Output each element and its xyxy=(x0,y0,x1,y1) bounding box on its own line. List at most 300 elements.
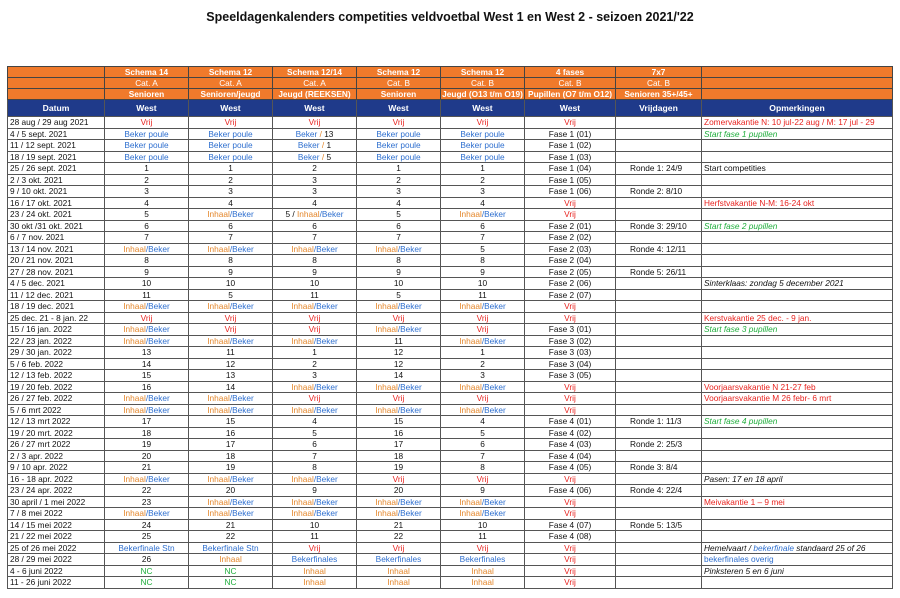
cell-text: 3 xyxy=(396,186,401,196)
cell-text: Inhaal xyxy=(387,577,410,587)
remark-cell xyxy=(702,324,893,336)
cell-text: /Beker xyxy=(145,508,170,518)
table-row xyxy=(8,128,893,140)
header-row-schema xyxy=(8,67,893,78)
cell-text: 15 xyxy=(225,416,236,426)
cell-text: Inhaal xyxy=(123,301,146,311)
schedule-cell xyxy=(273,289,357,301)
table-row xyxy=(8,347,893,359)
schedule-cell xyxy=(273,485,357,497)
cell-text: Inhaal xyxy=(375,496,398,507)
header-cat-cell xyxy=(8,78,105,89)
remark-cell xyxy=(702,174,893,186)
schedule-cell xyxy=(105,508,189,520)
header-group-cell: Jeugd (REEKSEN) xyxy=(273,89,357,100)
schedule-cell xyxy=(525,565,616,577)
schedule-cell xyxy=(189,554,273,566)
schedule-cell xyxy=(189,404,273,416)
schedule-cell xyxy=(357,496,441,508)
cell-text: / xyxy=(317,128,325,139)
remark-cell xyxy=(702,473,893,485)
cell-text: Inhaal xyxy=(296,209,320,219)
cell-text: Inhaal xyxy=(375,381,398,392)
date-cell: 27 / 28 nov. 2021 xyxy=(8,266,105,278)
cell-text: 7 xyxy=(144,232,149,242)
friday-cell xyxy=(616,174,702,186)
header-group-cell: Senioren xyxy=(105,89,189,100)
cell-text: Vrij xyxy=(564,565,576,576)
cell-text: Vrij xyxy=(564,554,576,564)
cell-text: 8 xyxy=(312,255,317,265)
cell-text: 25 xyxy=(141,531,152,541)
schedule-cell xyxy=(189,151,273,163)
friday-cell xyxy=(616,450,702,462)
table-row xyxy=(8,496,893,508)
schedule-cell xyxy=(189,220,273,232)
column-header-row xyxy=(8,100,893,117)
schedule-cell xyxy=(189,174,273,186)
schedule-cell xyxy=(273,496,357,508)
table-row xyxy=(8,393,893,405)
cell-text: Beker poule xyxy=(376,128,421,139)
schedule-cell xyxy=(189,370,273,382)
column-header: West xyxy=(357,100,441,117)
cell-text: Vrij xyxy=(392,312,405,323)
cell-text: 19 xyxy=(225,462,236,472)
schedule-cell xyxy=(105,519,189,531)
schedule-cell xyxy=(441,266,525,278)
cell-text: /Beker xyxy=(481,508,506,518)
cell-text: Start fase 2 pupillen xyxy=(704,220,778,231)
cell-text: /Beker xyxy=(397,381,422,392)
cell-text: Fase 2 (01) xyxy=(548,220,592,231)
schedule-cell xyxy=(357,347,441,359)
cell-text: 6 xyxy=(144,220,149,231)
schedule-cell xyxy=(525,554,616,566)
cell-text: Inhaal xyxy=(291,496,314,507)
schedule-cell xyxy=(189,278,273,290)
schedule-cell xyxy=(273,128,357,140)
schedule-cell xyxy=(105,289,189,301)
header-cat-cell: Cat. A xyxy=(105,78,189,89)
cell-text: Vrij xyxy=(392,117,405,127)
cell-text: Pasen: 17 en 18 april xyxy=(704,473,783,484)
cell-text: 10 xyxy=(477,278,488,288)
schedule-cell xyxy=(441,140,525,152)
cell-text: 4 xyxy=(312,197,317,208)
schedule-cell xyxy=(357,335,441,347)
friday-cell xyxy=(616,128,702,140)
schedule-cell xyxy=(357,232,441,244)
cell-text: /Beker xyxy=(313,508,338,518)
calendar-body xyxy=(8,67,893,589)
schedule-cell xyxy=(273,255,357,267)
table-row xyxy=(8,117,893,129)
schedule-cell xyxy=(441,301,525,313)
cell-text: 5 xyxy=(396,209,401,219)
date-cell: 4 - 6 juni 2022 xyxy=(8,565,105,577)
remark-cell xyxy=(702,370,893,382)
friday-cell xyxy=(616,347,702,359)
cell-text: Vrij xyxy=(476,542,489,553)
cell-text: 7 xyxy=(396,232,401,242)
cell-text: Vrij xyxy=(476,393,489,403)
cell-text: 18 xyxy=(393,450,404,461)
cell-text: 3 xyxy=(228,186,233,196)
cell-text: Inhaal xyxy=(123,243,146,254)
table-row xyxy=(8,519,893,531)
cell-text: 7 xyxy=(480,450,485,461)
schedule-cell xyxy=(189,565,273,577)
remark-cell xyxy=(702,531,893,543)
schedule-cell xyxy=(357,462,441,474)
cell-text: Vrij xyxy=(476,324,489,334)
schedule-cell xyxy=(105,220,189,232)
schedule-cell xyxy=(105,266,189,278)
schedule-cell xyxy=(273,370,357,382)
schedule-cell xyxy=(441,324,525,336)
cell-text: Inhaal xyxy=(291,404,314,415)
cell-text: Inhaal xyxy=(207,335,230,346)
cell-text: /Beker xyxy=(313,301,338,311)
cell-text: 14 xyxy=(225,381,236,392)
cell-text: Inhaal xyxy=(291,381,314,392)
schedule-cell xyxy=(105,140,189,152)
schedule-cell xyxy=(189,519,273,531)
cell-text: 4 xyxy=(480,416,485,426)
schedule-cell xyxy=(441,243,525,255)
cell-text: Start fase 4 pupillen xyxy=(704,416,778,426)
header-schema-cell: 4 fases xyxy=(525,67,616,78)
schedule-cell xyxy=(105,416,189,428)
schedule-cell xyxy=(105,439,189,451)
friday-cell xyxy=(616,255,702,267)
cell-text: Vrij xyxy=(308,542,321,553)
cell-text: Fase 3 (03) xyxy=(548,347,592,357)
cell-text: /Beker xyxy=(313,496,338,507)
schedule-cell xyxy=(357,508,441,520)
cell-text: / xyxy=(319,140,327,150)
cell-text: 21 xyxy=(141,462,152,472)
friday-cell xyxy=(616,289,702,301)
date-cell: 25 / 26 sept. 2021 xyxy=(8,163,105,175)
cell-text: Fase 3 (02) xyxy=(548,335,592,346)
friday-cell xyxy=(616,393,702,405)
remark-cell xyxy=(702,393,893,405)
cell-text: /Beker xyxy=(145,243,170,254)
cell-text: /Beker xyxy=(145,324,170,334)
cell-text: 5 xyxy=(396,289,401,300)
schedule-cell xyxy=(105,301,189,313)
remark-cell xyxy=(702,381,893,393)
friday-cell xyxy=(616,324,702,336)
schedule-cell xyxy=(273,151,357,163)
schedule-cell xyxy=(357,266,441,278)
cell-text: /Beker xyxy=(481,209,506,219)
schedule-cell xyxy=(441,565,525,577)
remark-cell xyxy=(702,450,893,462)
cell-text: Fase 3 (04) xyxy=(548,358,592,369)
date-cell: 2 / 3 apr. 2022 xyxy=(8,450,105,462)
schedule-cell xyxy=(441,163,525,175)
cell-text: Inhaal xyxy=(459,404,482,415)
friday-cell xyxy=(616,565,702,577)
schedule-cell xyxy=(273,462,357,474)
schedule-cell xyxy=(105,163,189,175)
schedule-cell xyxy=(441,358,525,370)
cell-text: 8 xyxy=(144,255,149,265)
schedule-cell xyxy=(441,335,525,347)
cell-text: bekerfinale xyxy=(753,542,794,553)
schedule-cell xyxy=(441,151,525,163)
schedule-cell xyxy=(189,266,273,278)
schedule-cell xyxy=(525,508,616,520)
remark-cell xyxy=(702,542,893,554)
date-cell: 25 of 26 mei 2022 xyxy=(8,542,105,554)
remark-cell xyxy=(702,243,893,255)
header-schema-cell: Schema 14 xyxy=(105,67,189,78)
schedule-cell xyxy=(441,312,525,324)
remark-cell xyxy=(702,485,893,497)
cell-text: Inhaal xyxy=(459,301,482,311)
cell-text: Fase 4 (07) xyxy=(548,519,592,530)
table-row xyxy=(8,243,893,255)
schedule-cell xyxy=(189,197,273,209)
schedule-cell xyxy=(525,358,616,370)
cell-text: 5 xyxy=(312,427,317,438)
remark-cell xyxy=(702,577,893,589)
schedule-cell xyxy=(525,381,616,393)
schedule-cell xyxy=(105,358,189,370)
cell-text: 16 xyxy=(141,381,152,392)
schedule-cell xyxy=(273,542,357,554)
schedule-cell xyxy=(441,174,525,186)
table-row xyxy=(8,577,893,589)
remark-cell xyxy=(702,209,893,221)
cell-text: Voorjaarsvakantie M 26 febr- 6 mrt xyxy=(704,393,832,403)
schedule-cell xyxy=(357,312,441,324)
cell-text: 1 xyxy=(326,140,332,150)
remark-cell xyxy=(702,186,893,198)
schedule-cell xyxy=(273,508,357,520)
friday-cell xyxy=(616,370,702,382)
cell-text: 6 xyxy=(228,220,233,231)
cell-text: 7 xyxy=(480,232,485,242)
schedule-cell xyxy=(441,347,525,359)
cell-text: Inhaal xyxy=(291,335,314,346)
schedule-cell xyxy=(525,117,616,129)
cell-text: 6 xyxy=(312,220,317,231)
date-cell: 29 / 30 jan. 2022 xyxy=(8,347,105,359)
cell-text: Beker poule xyxy=(208,128,253,139)
date-cell: 23 / 24 okt. 2021 xyxy=(8,209,105,221)
cell-text: 3 xyxy=(312,174,317,185)
date-cell: 25 dec. 21 - 8 jan. 22 xyxy=(8,312,105,324)
schedule-cell xyxy=(441,496,525,508)
cell-text: NC xyxy=(224,577,237,587)
schedule-cell xyxy=(105,197,189,209)
cell-text: /Beker xyxy=(229,404,254,415)
schedule-cell xyxy=(105,232,189,244)
schedule-cell xyxy=(525,163,616,175)
cell-text: Inhaal xyxy=(459,381,482,392)
cell-text: Inhaal xyxy=(123,508,146,518)
cell-text: 23 xyxy=(141,496,152,507)
remark-cell xyxy=(702,404,893,416)
cell-text: 10 xyxy=(309,278,320,288)
cell-text: Fase 2 (04) xyxy=(548,255,592,265)
schedule-cell xyxy=(273,163,357,175)
table-row xyxy=(8,565,893,577)
cell-text: 3 xyxy=(144,186,149,196)
header-schema-cell xyxy=(8,67,105,78)
schedule-cell xyxy=(525,531,616,543)
schedule-cell xyxy=(357,370,441,382)
cell-text: Beker poule xyxy=(376,151,421,162)
schedule-cell xyxy=(273,416,357,428)
friday-cell xyxy=(616,404,702,416)
schedule-cell xyxy=(525,197,616,209)
cell-text: 14 xyxy=(141,358,152,369)
date-cell: 16 / 17 okt. 2021 xyxy=(8,197,105,209)
header-group-cell xyxy=(8,89,105,100)
schedule-cell xyxy=(441,393,525,405)
cell-text: Fase 1 (03) xyxy=(548,151,592,162)
schedule-cell xyxy=(441,462,525,474)
cell-text: Start fase 3 pupillen xyxy=(704,324,778,334)
table-row xyxy=(8,312,893,324)
friday-cell xyxy=(616,209,702,221)
table-row xyxy=(8,163,893,175)
schedule-cell xyxy=(525,174,616,186)
schedule-cell xyxy=(105,496,189,508)
cell-text: Beker xyxy=(297,140,320,150)
schedule-cell xyxy=(273,140,357,152)
cell-text: 5 xyxy=(326,151,332,162)
cell-text: Inhaal xyxy=(207,473,230,484)
schedule-cell xyxy=(273,266,357,278)
schedule-cell xyxy=(441,289,525,301)
cell-text: /Beker xyxy=(313,473,338,484)
header-group-cell: Senioren/jeugd xyxy=(189,89,273,100)
column-header: Datum xyxy=(8,100,105,117)
schedule-cell xyxy=(357,174,441,186)
cell-text: 14 xyxy=(393,370,404,380)
schedule-cell xyxy=(357,393,441,405)
column-header: West xyxy=(189,100,273,117)
cell-text: Vrij xyxy=(564,209,576,219)
cell-text: Vrij xyxy=(392,473,405,484)
cell-text: Inhaal xyxy=(291,473,314,484)
cell-text: Vrij xyxy=(564,404,576,415)
schedule-cell xyxy=(357,163,441,175)
cell-text: NC xyxy=(140,565,153,576)
schedule-cell xyxy=(525,473,616,485)
schedule-cell xyxy=(525,266,616,278)
schedule-cell xyxy=(273,312,357,324)
cell-text: 6 xyxy=(480,220,485,231)
cell-text: 1 xyxy=(312,347,317,357)
schedule-cell xyxy=(441,554,525,566)
cell-text: Vrij xyxy=(564,312,576,323)
schedule-cell xyxy=(273,174,357,186)
schedule-cell xyxy=(189,255,273,267)
remark-cell xyxy=(702,508,893,520)
table-row xyxy=(8,370,893,382)
remark-cell xyxy=(702,266,893,278)
schedule-cell xyxy=(441,450,525,462)
cell-text: Vrij xyxy=(308,312,321,323)
cell-text: 1 xyxy=(396,163,401,173)
cell-text: Inhaal xyxy=(375,508,398,518)
date-cell: 11 - 26 juni 2022 xyxy=(8,577,105,589)
schedule-cell xyxy=(525,232,616,244)
schedule-cell xyxy=(189,508,273,520)
table-row xyxy=(8,186,893,198)
schedule-cell xyxy=(105,427,189,439)
schedule-cell xyxy=(441,186,525,198)
schedule-cell xyxy=(105,186,189,198)
schedule-cell xyxy=(441,416,525,428)
cell-text: Beker xyxy=(295,128,318,139)
cell-text: Voorjaarsvakantie N 21-27 feb xyxy=(704,381,816,392)
date-cell: 20 / 21 nov. 2021 xyxy=(8,255,105,267)
cell-text: 2 xyxy=(480,358,485,369)
cell-text: 13 xyxy=(141,347,152,357)
cell-text: 5 xyxy=(144,209,149,219)
column-header: West xyxy=(105,100,189,117)
schedule-cell xyxy=(189,462,273,474)
remark-cell xyxy=(702,197,893,209)
header-row-group xyxy=(8,89,893,100)
date-cell: 9 / 10 okt. 2021 xyxy=(8,186,105,198)
cell-text: /Beker xyxy=(397,508,422,518)
cell-text: /Beker xyxy=(481,404,506,415)
schedule-cell xyxy=(105,404,189,416)
cell-text: 20 xyxy=(225,485,236,495)
cell-text: Bekerfinales xyxy=(459,554,506,564)
remark-cell xyxy=(702,496,893,508)
schedule-cell xyxy=(189,381,273,393)
cell-text: 20 xyxy=(141,450,152,461)
schedule-cell xyxy=(357,209,441,221)
schedule-cell xyxy=(357,140,441,152)
schedule-cell xyxy=(189,232,273,244)
cell-text: Inhaal xyxy=(459,209,482,219)
schedule-cell xyxy=(441,542,525,554)
table-row xyxy=(8,531,893,543)
date-cell: 30 april / 1 mei 2022 xyxy=(8,496,105,508)
schedule-cell xyxy=(525,209,616,221)
schedule-cell xyxy=(441,209,525,221)
schedule-cell xyxy=(525,220,616,232)
cell-text: Inhaal xyxy=(207,496,230,507)
header-group-cell xyxy=(702,89,893,100)
cell-text: Vrij xyxy=(564,577,576,587)
cell-text: Start competities xyxy=(704,163,766,173)
table-row xyxy=(8,416,893,428)
cell-text: Fase 2 (06) xyxy=(548,278,592,288)
schedule-cell xyxy=(357,186,441,198)
header-schema-cell: Schema 12 xyxy=(189,67,273,78)
page-title: Speeldagenkalenders competities veldvoetbal West 1 en West 2 - seizoen 2021/'22 xyxy=(206,10,694,24)
friday-cell xyxy=(616,427,702,439)
header-cat-cell xyxy=(702,78,893,89)
schedule-cell xyxy=(189,416,273,428)
cell-text: Inhaal xyxy=(303,577,326,587)
header-cat-cell: Cat. B xyxy=(616,78,702,89)
cell-text: Inhaal xyxy=(123,404,146,415)
